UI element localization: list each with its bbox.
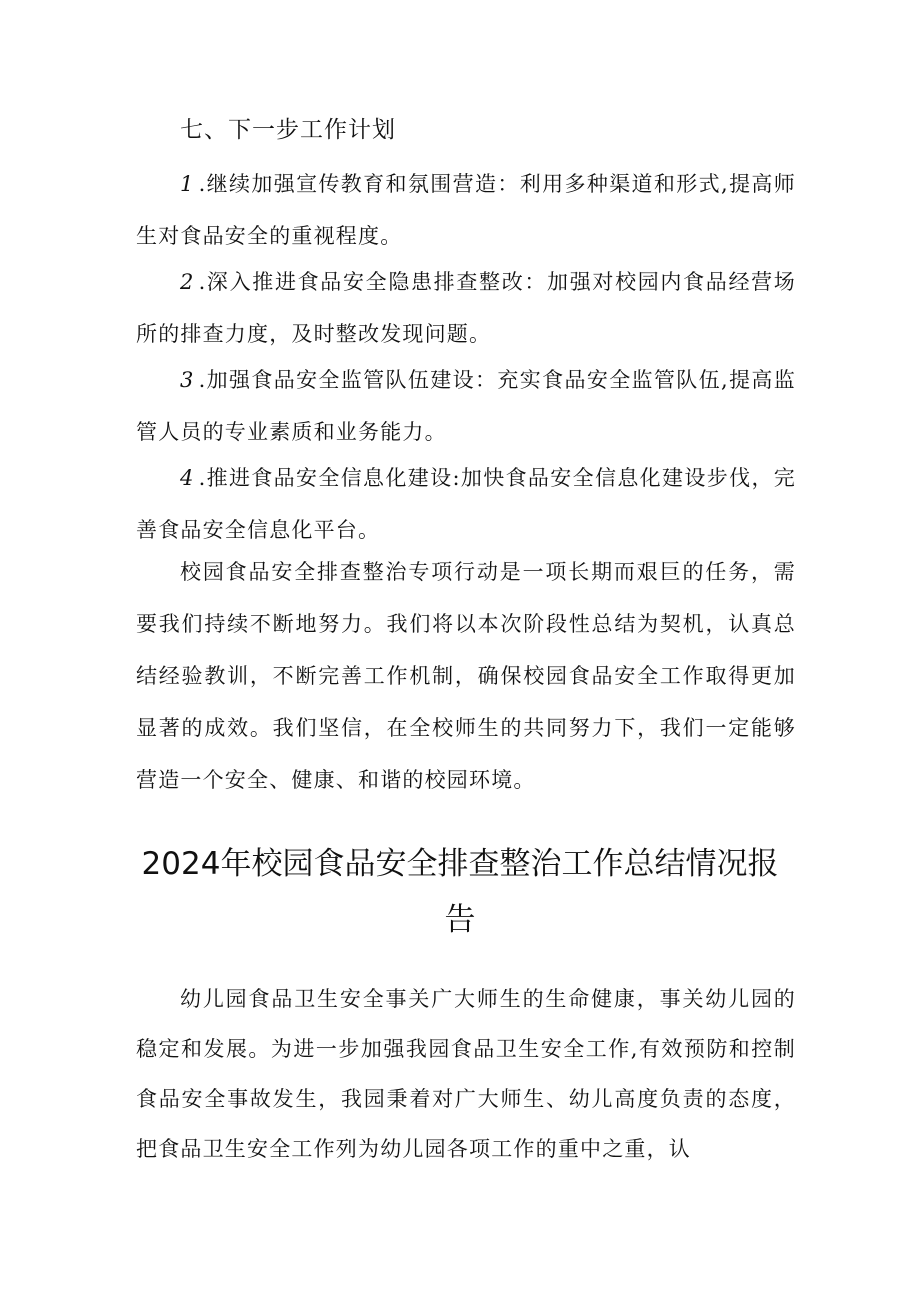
closing-paragraph: 校园食品安全排查整治专项行动是一项长期而艰巨的任务，需要我们持续不断地努力。我们将以本次阶段性总结为契机，认真总结经验教训，不断完善工作机制，确保校园食品安全工作取得更加显著的成效。我们坚信，在全校师生的共同努力下，我们一定能够营造一个安全、健康、和谐的校园环境。 — [136, 560, 796, 792]
plan-item-number: 4 — [180, 466, 195, 490]
plan-item-text: .加强食品安全监管队伍建设：充实食品安全监管队伍,提高监管人员的专业素质和业务能力。 — [136, 368, 796, 444]
plan-item-text: .深入推进食品安全隐患排查整改：加强对校园内食品经营场所的排查力度，及时整改发现问题。 — [136, 270, 796, 346]
plan-item-text: .继续加强宣传教育和氛围营造：利用多种渠道和形式,提高师生对食品安全的重视程度。 — [136, 172, 796, 248]
report-title: 2024年校园食品安全排查整治工作总结情况报告 — [141, 846, 779, 938]
plan-item-2 — [136, 256, 796, 360]
report-intro-paragraph: 幼儿园食品卫生安全事关广大师生的生命健康，事关幼儿园的稳定和发展。为进一步加强我园食品卫生安全工作,有效预防和控制食品安全事故发生，我园秉着对广大师生、幼儿高度负责的态度，把食品卫生安全工作列为幼儿园各项工作的重中之重，认 — [136, 987, 796, 1161]
section-heading: 七、下一步工作计划 — [180, 117, 396, 143]
plan-item-number: 3 — [180, 368, 195, 392]
plan-item-number: 1 — [180, 172, 195, 196]
plan-item-text: .推进食品安全信息化建设:加快食品安全信息化建设步伐，完善食品安全信息化平台。 — [136, 466, 796, 542]
plan-item-3 — [136, 354, 796, 458]
plan-item-4 — [136, 452, 796, 556]
plan-item-number: 2 — [180, 270, 195, 294]
plan-item-1 — [136, 158, 796, 262]
